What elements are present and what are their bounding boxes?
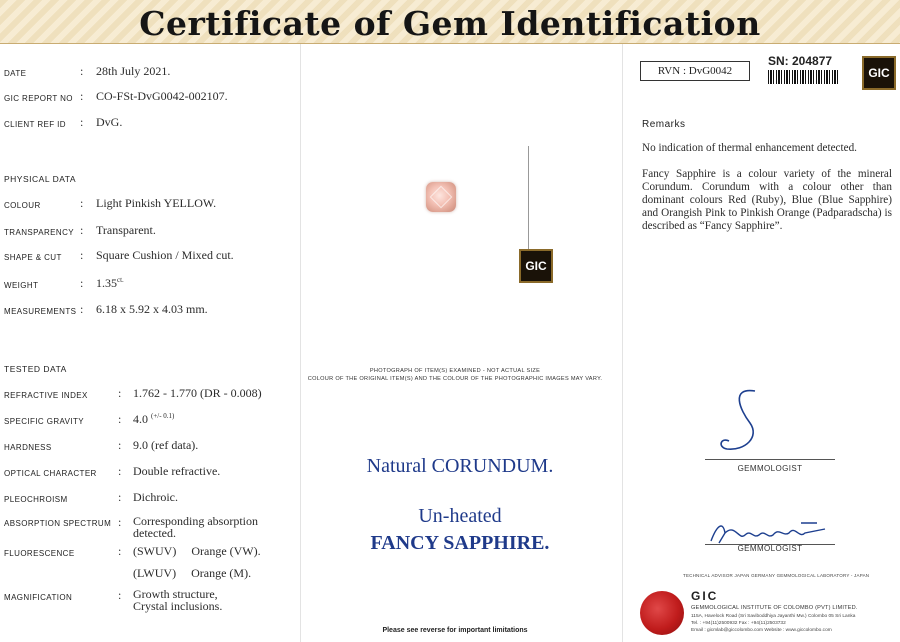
colon: :: [80, 276, 84, 290]
hardness-label: HARDNESS: [4, 443, 52, 452]
magnification-label: MAGNIFICATION: [4, 593, 73, 602]
weight-value: [96, 276, 124, 291]
colon: :: [118, 386, 122, 400]
physical-data-heading: PHYSICAL DATA: [4, 174, 76, 184]
colon: :: [118, 464, 122, 478]
lab-short-name: GIC: [691, 589, 719, 603]
date-value: 28th July 2021.: [96, 64, 171, 78]
fluorescence-lwuv-value: (LWUV) Orange (M).: [133, 566, 252, 580]
magnification-value: Growth structure, Crystal inclusions.: [133, 587, 223, 613]
colon: :: [80, 115, 84, 129]
remarks-heading: Remarks: [642, 119, 686, 130]
absorption-spectrum-value: Corresponding absorption detected.: [133, 514, 258, 540]
reverse-limitations-note: Please see reverse for important limitations: [382, 627, 528, 634]
photo-caption-line-2: COLOUR OF THE ORIGINAL ITEM(S) AND THE COLOUR OF THE PHOTOGRAPHIC IMAGES MAY VARY.: [307, 376, 603, 382]
colon: :: [80, 89, 84, 103]
date-label: DATE: [4, 69, 27, 78]
signature-line-1: [705, 459, 835, 460]
colon: :: [80, 196, 84, 210]
colon: :: [80, 223, 84, 237]
treatment-status: Un-heated: [418, 505, 502, 527]
photo-caption-line-1: PHOTOGRAPH OF ITEM(S) EXAMINED - NOT ACTUAL SIZE: [369, 368, 541, 374]
specific-gravity-value: [133, 412, 174, 427]
certificate-banner: [0, 0, 900, 44]
refractive-index-label: REFRACTIVE INDEX: [4, 391, 88, 400]
fluorescence-swuv-value: (SWUV) Orange (VW).: [133, 544, 261, 558]
species-identification: Natural CORUNDUM.: [366, 455, 554, 477]
measurements-label: MEASUREMENTS: [4, 307, 77, 316]
certificate-title: Certificate of Gem Identification: [139, 4, 761, 43]
hardness-value: 9.0 (ref data).: [133, 438, 199, 452]
report-no-label: GIC REPORT NO: [4, 94, 73, 103]
gemmologist-label-2: GEMMOLOGIST: [737, 544, 803, 553]
gic-seal: [640, 591, 684, 635]
colour-value: Light Pinkish YELLOW.: [96, 196, 217, 210]
transparency-value: Transparent.: [96, 223, 156, 237]
technical-advisor-note: TECHNICAL ADVISOR JAPAN GERMANY GEMMOLOGICAL LABORATORY - JAPAN: [683, 573, 870, 578]
gemmologist-label-1: GEMMOLOGIST: [737, 464, 803, 473]
lab-full-name: GEMMOLOGICAL INSTITUTE OF COLOMBO (PVT) LIMITED.: [691, 605, 858, 611]
transparency-label: TRANSPARENCY: [4, 228, 74, 237]
colon: :: [118, 544, 122, 558]
gic-logo-small: GIC: [519, 249, 553, 283]
colon: :: [118, 412, 122, 426]
colon: :: [118, 515, 122, 529]
optical-character-label: OPTICAL CHARACTER: [4, 469, 97, 478]
shape-cut-value: Square Cushion / Mixed cut.: [96, 248, 234, 262]
fluorescence-label: FLUORESCENCE: [4, 549, 75, 558]
serial-number: SN: 204877: [768, 54, 833, 68]
refractive-index-value: 1.762 - 1.770 (DR - 0.008): [133, 386, 262, 400]
weight-unit: ct.: [117, 276, 124, 284]
optical-character-value: Double refractive.: [133, 464, 221, 478]
pleochroism-value: Dichroic.: [133, 490, 178, 504]
colour-label: COLOUR: [4, 201, 41, 210]
lab-phone: Tel. : +94(11)2500932 Fax : +94(11)2503732: [691, 621, 786, 626]
scale-needle: [528, 146, 529, 251]
variety-identification: FANCY SAPPHIRE.: [370, 532, 550, 554]
colon: :: [80, 302, 84, 316]
remarks-fancy-sapphire: Fancy Sapphire is a colour variety of the mineral Corundum. Corundum with a colour other than dominant colours Red (Ruby), Blue (Blue Sapphire) and Orangish Pink to Pinkish Orange (Padparadscha) is described as “Fancy Sapphire”.: [642, 168, 892, 232]
colon: :: [80, 248, 84, 262]
gic-logo: GIC: [862, 56, 896, 90]
remarks-thermal: No indication of thermal enhancement detected.: [642, 142, 857, 154]
sg-number: 4.0: [133, 412, 148, 426]
shape-cut-label: SHAPE & CUT: [4, 253, 62, 262]
colon: :: [118, 490, 122, 504]
sg-tolerance: (+/- 0.1): [151, 412, 175, 420]
lab-email: Email : gicmlab@giccolombo.com Website : www.giccolombo.com: [691, 628, 832, 633]
colon: :: [118, 588, 122, 602]
rvn-box: RVN : DvG0042: [640, 61, 750, 81]
specific-gravity-label: SPECIFIC GRAVITY: [4, 417, 85, 426]
pleochroism-label: PLEOCHROISM: [4, 495, 68, 504]
colon: :: [80, 64, 84, 78]
weight-label: WEIGHT: [4, 281, 39, 290]
client-ref-value: DvG.: [96, 115, 123, 129]
absorption-spectrum-label: ABSORPTION SPECTRUM: [4, 519, 112, 528]
report-no-value: CO-FSt-DvG0042-002107.: [96, 89, 228, 103]
gemmologist-signature-1: [715, 385, 775, 455]
lab-address: 115A, Havelock Road (Sri Saviboddhiya Jayanthi Mw.) Colombo 05 Sri Lanka: [691, 614, 856, 619]
measurements-value: 6.18 x 5.92 x 4.03 mm.: [96, 302, 208, 316]
client-ref-label: CLIENT REF ID: [4, 120, 66, 129]
tested-data-heading: TESTED DATA: [4, 364, 67, 374]
weight-number: 1.35: [96, 276, 117, 290]
colon: :: [118, 438, 122, 452]
barcode-icon: [768, 70, 838, 84]
fold-line-right: [622, 44, 623, 642]
